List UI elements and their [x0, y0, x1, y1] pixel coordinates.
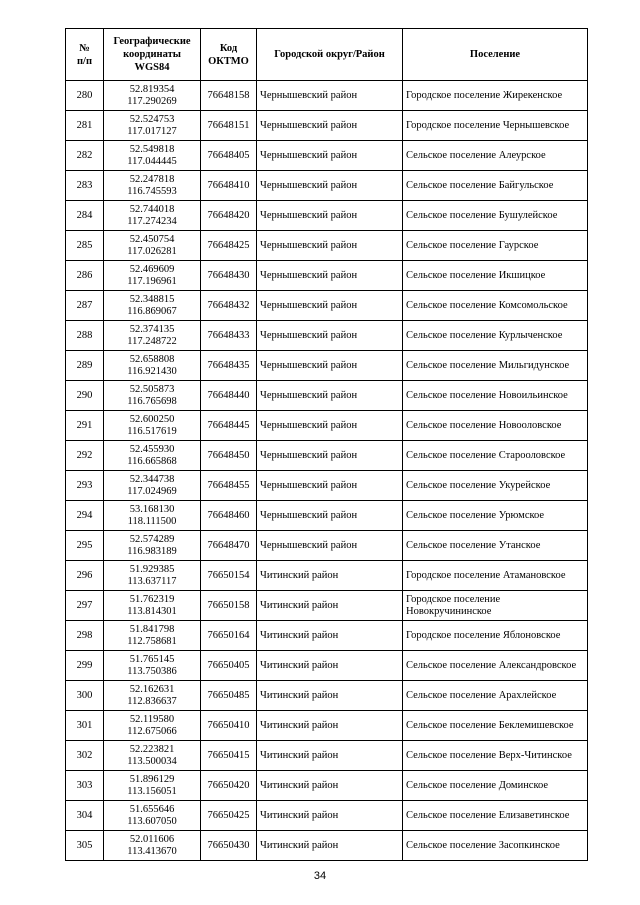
- header-district: Городской округ/Район: [257, 29, 403, 81]
- coordinates-cell: [104, 291, 201, 321]
- table-row: [66, 321, 588, 351]
- district-name: Чернышевский район: [257, 441, 403, 471]
- latitude: 52.524753: [129, 113, 175, 125]
- page-number: 34: [313, 870, 327, 882]
- table-row: [66, 81, 588, 111]
- longitude: 113.637117: [127, 575, 177, 587]
- longitude: 112.758681: [127, 635, 177, 647]
- table-row: [66, 831, 588, 861]
- oktmo-code: 76648433: [201, 321, 257, 351]
- oktmo-code: 76650425: [201, 801, 257, 831]
- row-number: 282: [66, 141, 104, 171]
- longitude: 117.026281: [127, 245, 177, 257]
- longitude: 113.413670: [127, 845, 177, 857]
- longitude: 117.274234: [127, 215, 177, 227]
- settlement-name: Городское поселение Атамановское: [403, 561, 588, 591]
- district-name: Читинский район: [257, 651, 403, 681]
- row-number: 285: [66, 231, 104, 261]
- longitude: 117.248722: [127, 335, 177, 347]
- settlement-name: Сельское поселение Курлыченское: [403, 321, 588, 351]
- row-number: 304: [66, 801, 104, 831]
- table-row: [66, 741, 588, 771]
- coordinates-cell: [104, 531, 201, 561]
- coordinates-cell: [104, 651, 201, 681]
- oktmo-code: 76650420: [201, 771, 257, 801]
- table-row: [66, 351, 588, 381]
- longitude: 113.750386: [127, 665, 177, 677]
- latitude: 51.762319: [129, 593, 175, 605]
- table-row: [66, 381, 588, 411]
- coordinates-cell: [104, 111, 201, 141]
- table-row: [66, 471, 588, 501]
- district-name: Читинский район: [257, 831, 403, 861]
- coordinates-cell: [104, 471, 201, 501]
- coordinates-cell: [104, 441, 201, 471]
- longitude: 113.814301: [127, 605, 177, 617]
- row-number: 292: [66, 441, 104, 471]
- header-code: Код ОКТМО: [201, 29, 257, 81]
- longitude: 117.290269: [127, 95, 177, 107]
- coordinates-cell: [104, 591, 201, 621]
- table-row: [66, 141, 588, 171]
- longitude: 116.983189: [127, 545, 177, 557]
- row-number: 288: [66, 321, 104, 351]
- oktmo-code: 76648450: [201, 441, 257, 471]
- settlement-name: Сельское поселение Засопкинское: [403, 831, 588, 861]
- district-name: Чернышевский район: [257, 411, 403, 441]
- district-name: Читинский район: [257, 591, 403, 621]
- oktmo-code: 76648455: [201, 471, 257, 501]
- table-row: [66, 711, 588, 741]
- coordinates-cell: [104, 501, 201, 531]
- longitude: 116.765698: [127, 395, 177, 407]
- header-settlement: Поселение: [403, 29, 588, 81]
- longitude: 112.836637: [127, 695, 177, 707]
- settlement-name: Сельское поселение Беклемишевское: [403, 711, 588, 741]
- longitude: 117.024969: [127, 485, 177, 497]
- table-row: [66, 501, 588, 531]
- latitude: 52.505873: [129, 383, 175, 395]
- table-row: [66, 651, 588, 681]
- oktmo-code: 76648435: [201, 351, 257, 381]
- district-name: Чернышевский район: [257, 351, 403, 381]
- longitude: 118.111500: [127, 515, 177, 527]
- coordinates-cell: [104, 141, 201, 171]
- row-number: 303: [66, 771, 104, 801]
- table-row: [66, 231, 588, 261]
- row-number: 280: [66, 81, 104, 111]
- settlement-name: Городское поселение Чернышевское: [403, 111, 588, 141]
- table-row: [66, 801, 588, 831]
- table-row: [66, 171, 588, 201]
- coordinates-cell: [104, 231, 201, 261]
- oktmo-code: 76648405: [201, 141, 257, 171]
- latitude: 52.247818: [129, 173, 175, 185]
- district-name: Читинский район: [257, 621, 403, 651]
- latitude: 51.929385: [129, 563, 175, 575]
- coordinates-cell: [104, 831, 201, 861]
- row-number: 297: [66, 591, 104, 621]
- district-name: Читинский район: [257, 561, 403, 591]
- coordinates-cell: [104, 741, 201, 771]
- coordinates-cell: [104, 681, 201, 711]
- row-number: 284: [66, 201, 104, 231]
- settlement-name: Сельское поселение Урюмское: [403, 501, 588, 531]
- row-number: 305: [66, 831, 104, 861]
- settlement-name: Сельское поселение Мильгидунское: [403, 351, 588, 381]
- oktmo-code: 76650430: [201, 831, 257, 861]
- header-coords: Географические координаты WGS84: [104, 29, 201, 81]
- coordinates-cell: [104, 171, 201, 201]
- row-number: 290: [66, 381, 104, 411]
- oktmo-code: 76648420: [201, 201, 257, 231]
- row-number: 295: [66, 531, 104, 561]
- longitude: 112.675066: [127, 725, 177, 737]
- coordinates-cell: [104, 381, 201, 411]
- settlement-name: Городское поселение Яблоновское: [403, 621, 588, 651]
- district-name: Чернышевский район: [257, 171, 403, 201]
- row-number: 283: [66, 171, 104, 201]
- table-row: [66, 441, 588, 471]
- district-name: Чернышевский район: [257, 531, 403, 561]
- settlement-name: Сельское поселение Александровское: [403, 651, 588, 681]
- row-number: 300: [66, 681, 104, 711]
- coordinates-cell: [104, 771, 201, 801]
- latitude: 52.223821: [129, 743, 175, 755]
- table-row: [66, 681, 588, 711]
- district-name: Читинский район: [257, 741, 403, 771]
- settlement-name: Сельское поселение Доминское: [403, 771, 588, 801]
- oktmo-code: 76650405: [201, 651, 257, 681]
- oktmo-code: 76648410: [201, 171, 257, 201]
- table-row: [66, 261, 588, 291]
- district-name: Чернышевский район: [257, 261, 403, 291]
- district-name: Чернышевский район: [257, 141, 403, 171]
- row-number: 286: [66, 261, 104, 291]
- settlement-name: Сельское поселение Утанское: [403, 531, 588, 561]
- settlement-name: Сельское поселение Елизаветинское: [403, 801, 588, 831]
- oktmo-code: 76648425: [201, 231, 257, 261]
- oktmo-code: 76648440: [201, 381, 257, 411]
- row-number: 296: [66, 561, 104, 591]
- row-number: 287: [66, 291, 104, 321]
- oktmo-code: 76648430: [201, 261, 257, 291]
- coordinates-cell: [104, 801, 201, 831]
- table-row: [66, 531, 588, 561]
- latitude: 52.450754: [129, 233, 175, 245]
- oktmo-code: 76648470: [201, 531, 257, 561]
- header-num: № п/п: [66, 29, 104, 81]
- district-name: Чернышевский район: [257, 81, 403, 111]
- row-number: 281: [66, 111, 104, 141]
- district-name: Чернышевский район: [257, 291, 403, 321]
- table-row: [66, 111, 588, 141]
- latitude: 52.455930: [129, 443, 175, 455]
- longitude: 117.044445: [127, 155, 177, 167]
- longitude: 116.745593: [127, 185, 177, 197]
- longitude: 116.665868: [127, 455, 177, 467]
- oktmo-code: 76650164: [201, 621, 257, 651]
- settlements-table: [65, 28, 588, 861]
- oktmo-code: 76648151: [201, 111, 257, 141]
- table-row: [66, 411, 588, 441]
- district-name: Чернышевский район: [257, 321, 403, 351]
- table-row: [66, 621, 588, 651]
- table-body: [66, 81, 588, 861]
- latitude: 52.819354: [129, 83, 175, 95]
- row-number: 294: [66, 501, 104, 531]
- latitude: 52.119580: [129, 713, 175, 725]
- settlement-name: Сельское поселение Арахлейское: [403, 681, 588, 711]
- settlement-name: Сельское поселение Новоильинское: [403, 381, 588, 411]
- district-name: Читинский район: [257, 801, 403, 831]
- settlement-name: Сельское поселение Верх-Читинское: [403, 741, 588, 771]
- latitude: 52.348815: [129, 293, 175, 305]
- district-name: Читинский район: [257, 711, 403, 741]
- district-name: Читинский район: [257, 681, 403, 711]
- table-row: [66, 771, 588, 801]
- settlement-name: Сельское поселение Гаурское: [403, 231, 588, 261]
- oktmo-code: 76650158: [201, 591, 257, 621]
- district-name: Чернышевский район: [257, 201, 403, 231]
- longitude: 116.869067: [127, 305, 177, 317]
- oktmo-code: 76648158: [201, 81, 257, 111]
- oktmo-code: 76650485: [201, 681, 257, 711]
- longitude: 116.517619: [127, 425, 177, 437]
- settlement-name: Сельское поселение Бушулейское: [403, 201, 588, 231]
- oktmo-code: 76648445: [201, 411, 257, 441]
- latitude: 52.374135: [129, 323, 175, 335]
- latitude: 52.549818: [129, 143, 175, 155]
- district-name: Чернышевский район: [257, 111, 403, 141]
- coordinates-cell: [104, 621, 201, 651]
- oktmo-code: 76650410: [201, 711, 257, 741]
- row-number: 301: [66, 711, 104, 741]
- district-name: Чернышевский район: [257, 501, 403, 531]
- coordinates-cell: [104, 201, 201, 231]
- longitude: 113.156051: [127, 785, 177, 797]
- row-number: 293: [66, 471, 104, 501]
- settlement-name: Сельское поселение Икшицкое: [403, 261, 588, 291]
- coordinates-cell: [104, 351, 201, 381]
- coordinates-cell: [104, 711, 201, 741]
- coordinates-cell: [104, 411, 201, 441]
- longitude: 117.196961: [127, 275, 177, 287]
- settlement-name: Городское поселение Новокручининское: [403, 591, 588, 621]
- oktmo-code: 76650154: [201, 561, 257, 591]
- coordinates-cell: [104, 321, 201, 351]
- latitude: 53.168130: [129, 503, 175, 515]
- latitude: 51.896129: [129, 773, 175, 785]
- oktmo-code: 76650415: [201, 741, 257, 771]
- latitude: 52.162631: [129, 683, 175, 695]
- longitude: 113.607050: [127, 815, 177, 827]
- table-row: [66, 201, 588, 231]
- coordinates-cell: [104, 81, 201, 111]
- latitude: 52.744018: [129, 203, 175, 215]
- coordinates-cell: [104, 261, 201, 291]
- table-header-row: [66, 29, 588, 81]
- settlement-name: Сельское поселение Байгульское: [403, 171, 588, 201]
- row-number: 291: [66, 411, 104, 441]
- row-number: 299: [66, 651, 104, 681]
- table-row: [66, 561, 588, 591]
- latitude: 51.655646: [129, 803, 175, 815]
- longitude: 116.921430: [127, 365, 177, 377]
- oktmo-code: 76648460: [201, 501, 257, 531]
- settlement-name: Сельское поселение Комсомольское: [403, 291, 588, 321]
- latitude: 52.344738: [129, 473, 175, 485]
- longitude: 117.017127: [127, 125, 177, 137]
- district-name: Чернышевский район: [257, 231, 403, 261]
- settlement-name: Сельское поселение Алеурское: [403, 141, 588, 171]
- table-row: [66, 591, 588, 621]
- latitude: 52.011606: [129, 833, 175, 845]
- settlement-name: Сельское поселение Новооловское: [403, 411, 588, 441]
- district-name: Чернышевский район: [257, 381, 403, 411]
- district-name: Чернышевский район: [257, 471, 403, 501]
- settlement-name: Городское поселение Жирекенское: [403, 81, 588, 111]
- oktmo-code: 76648432: [201, 291, 257, 321]
- district-name: Читинский район: [257, 771, 403, 801]
- latitude: 51.841798: [129, 623, 175, 635]
- row-number: 302: [66, 741, 104, 771]
- latitude: 52.600250: [129, 413, 175, 425]
- latitude: 51.765145: [129, 653, 175, 665]
- coordinates-cell: [104, 561, 201, 591]
- longitude: 113.500034: [127, 755, 177, 767]
- row-number: 289: [66, 351, 104, 381]
- row-number: 298: [66, 621, 104, 651]
- settlement-name: Сельское поселение Укурейское: [403, 471, 588, 501]
- latitude: 52.469609: [129, 263, 175, 275]
- table-row: [66, 291, 588, 321]
- latitude: 52.658808: [129, 353, 175, 365]
- latitude: 52.574289: [129, 533, 175, 545]
- settlement-name: Сельское поселение Старооловское: [403, 441, 588, 471]
